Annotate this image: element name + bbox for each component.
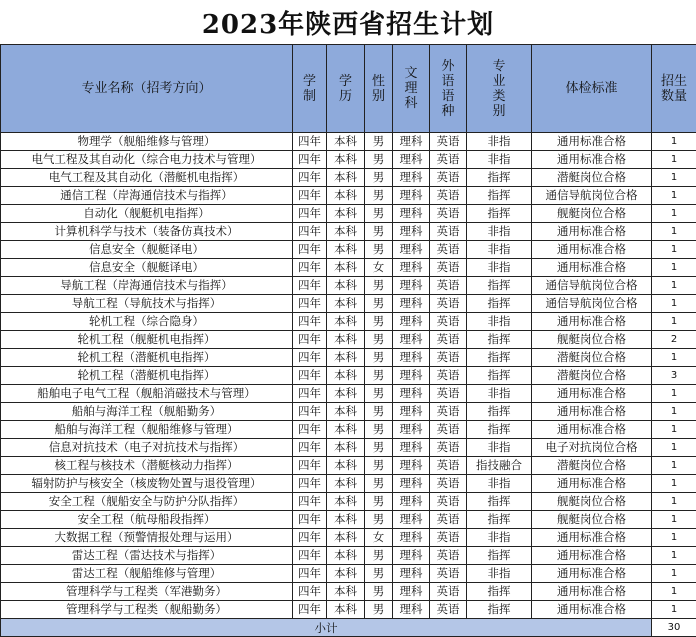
category-cell: 指挥 <box>467 205 532 223</box>
header-physical-standard: 体检标准 <box>532 45 652 133</box>
header-degree: 学历 <box>327 45 365 133</box>
quota-cell: 1 <box>652 385 696 403</box>
quota-cell: 1 <box>652 349 696 367</box>
quota-cell: 1 <box>652 565 696 583</box>
language-cell: 英语 <box>430 583 467 601</box>
science-arts-cell: 理科 <box>393 385 430 403</box>
science-arts-cell: 理科 <box>393 547 430 565</box>
subtotal-value: 30 <box>652 619 696 637</box>
gender-cell: 男 <box>365 403 393 421</box>
gender-cell: 男 <box>365 331 393 349</box>
quota-cell: 1 <box>652 403 696 421</box>
major-cell: 导航工程（岸海通信技术与指挥） <box>1 277 293 295</box>
category-cell: 指挥 <box>467 583 532 601</box>
major-cell: 船舶与海洋工程（舰船勤务） <box>1 403 293 421</box>
quota-cell: 1 <box>652 277 696 295</box>
language-cell: 英语 <box>430 511 467 529</box>
physical-standard-cell: 通用标准合格 <box>532 241 652 259</box>
physical-standard-cell: 通用标准合格 <box>532 313 652 331</box>
duration-cell: 四年 <box>293 151 327 169</box>
duration-cell: 四年 <box>293 205 327 223</box>
table-row <box>1 403 696 421</box>
major-cell: 物理学（舰船维修与管理） <box>1 133 293 151</box>
gender-cell: 男 <box>365 349 393 367</box>
language-cell: 英语 <box>430 187 467 205</box>
physical-standard-cell: 通用标准合格 <box>532 547 652 565</box>
major-cell: 通信工程（岸海通信技术与指挥） <box>1 187 293 205</box>
table-row <box>1 223 696 241</box>
language-cell: 英语 <box>430 133 467 151</box>
physical-standard-cell: 通信导航岗位合格 <box>532 277 652 295</box>
language-cell: 英语 <box>430 565 467 583</box>
table-row <box>1 295 696 313</box>
physical-standard-cell: 舰艇岗位合格 <box>532 493 652 511</box>
gender-cell: 男 <box>365 601 393 619</box>
major-cell: 船舶电子电气工程（舰船消磁技术与管理） <box>1 385 293 403</box>
language-cell: 英语 <box>430 601 467 619</box>
table-row <box>1 169 696 187</box>
degree-cell: 本科 <box>327 511 365 529</box>
duration-cell: 四年 <box>293 547 327 565</box>
category-cell: 非指 <box>467 313 532 331</box>
degree-cell: 本科 <box>327 331 365 349</box>
science-arts-cell: 理科 <box>393 439 430 457</box>
duration-cell: 四年 <box>293 493 327 511</box>
science-arts-cell: 理科 <box>393 295 430 313</box>
physical-standard-cell: 通用标准合格 <box>532 475 652 493</box>
quota-cell: 1 <box>652 169 696 187</box>
duration-cell: 四年 <box>293 403 327 421</box>
science-arts-cell: 理科 <box>393 601 430 619</box>
gender-cell: 男 <box>365 475 393 493</box>
physical-standard-cell: 通用标准合格 <box>532 565 652 583</box>
table-row <box>1 601 696 619</box>
degree-cell: 本科 <box>327 169 365 187</box>
degree-cell: 本科 <box>327 313 365 331</box>
quota-cell: 1 <box>652 187 696 205</box>
gender-cell: 男 <box>365 241 393 259</box>
header-major: 专业名称（招考方向） <box>1 45 293 133</box>
science-arts-cell: 理科 <box>393 511 430 529</box>
degree-cell: 本科 <box>327 295 365 313</box>
major-cell: 安全工程（航母船段指挥） <box>1 511 293 529</box>
physical-standard-cell: 通信导航岗位合格 <box>532 295 652 313</box>
gender-cell: 男 <box>365 439 393 457</box>
science-arts-cell: 理科 <box>393 331 430 349</box>
major-cell: 电气工程及其自动化（潜艇机电指挥） <box>1 169 293 187</box>
degree-cell: 本科 <box>327 475 365 493</box>
quota-cell: 1 <box>652 511 696 529</box>
major-cell: 信息对抗技术（电子对抗技术与指挥） <box>1 439 293 457</box>
gender-cell: 女 <box>365 259 393 277</box>
major-cell: 信息安全（舰艇译电） <box>1 259 293 277</box>
table-row <box>1 187 696 205</box>
quota-cell: 1 <box>652 493 696 511</box>
category-cell: 指挥 <box>467 295 532 313</box>
physical-standard-cell: 通用标准合格 <box>532 403 652 421</box>
duration-cell: 四年 <box>293 223 327 241</box>
quota-cell: 1 <box>652 529 696 547</box>
category-cell: 指挥 <box>467 169 532 187</box>
physical-standard-cell: 通用标准合格 <box>532 133 652 151</box>
category-cell: 指挥 <box>467 421 532 439</box>
science-arts-cell: 理科 <box>393 565 430 583</box>
science-arts-cell: 理科 <box>393 277 430 295</box>
header-duration: 学制 <box>293 45 327 133</box>
duration-cell: 四年 <box>293 187 327 205</box>
category-cell: 非指 <box>467 133 532 151</box>
table-row <box>1 547 696 565</box>
header-language: 外语语种 <box>430 45 467 133</box>
category-cell: 指挥 <box>467 277 532 295</box>
quota-cell: 1 <box>652 259 696 277</box>
table-row <box>1 151 696 169</box>
major-cell: 轮机工程（舰艇机电指挥） <box>1 331 293 349</box>
duration-cell: 四年 <box>293 133 327 151</box>
physical-standard-cell: 通用标准合格 <box>532 601 652 619</box>
table-row <box>1 205 696 223</box>
category-cell: 非指 <box>467 223 532 241</box>
gender-cell: 男 <box>365 511 393 529</box>
category-cell: 指挥 <box>467 403 532 421</box>
quota-cell: 2 <box>652 331 696 349</box>
table-row <box>1 475 696 493</box>
category-cell: 指挥 <box>467 349 532 367</box>
quota-cell: 1 <box>652 223 696 241</box>
quota-cell: 1 <box>652 421 696 439</box>
language-cell: 英语 <box>430 385 467 403</box>
major-cell: 管理科学与工程类（军港勤务） <box>1 583 293 601</box>
quota-cell: 1 <box>652 133 696 151</box>
category-cell: 指挥 <box>467 511 532 529</box>
duration-cell: 四年 <box>293 313 327 331</box>
category-cell: 非指 <box>467 565 532 583</box>
major-cell: 大数据工程（预警情报处理与运用） <box>1 529 293 547</box>
language-cell: 英语 <box>430 205 467 223</box>
quota-cell: 1 <box>652 457 696 475</box>
gender-cell: 男 <box>365 295 393 313</box>
duration-cell: 四年 <box>293 439 327 457</box>
table-row <box>1 349 696 367</box>
degree-cell: 本科 <box>327 151 365 169</box>
table-row <box>1 457 696 475</box>
language-cell: 英语 <box>430 349 467 367</box>
gender-cell: 男 <box>365 367 393 385</box>
category-cell: 指挥 <box>467 187 532 205</box>
major-cell: 安全工程（舰船安全与防护分队指挥） <box>1 493 293 511</box>
header-row <box>1 45 696 133</box>
duration-cell: 四年 <box>293 565 327 583</box>
physical-standard-cell: 通用标准合格 <box>532 421 652 439</box>
physical-standard-cell: 潜艇岗位合格 <box>532 367 652 385</box>
table-row <box>1 385 696 403</box>
gender-cell: 男 <box>365 547 393 565</box>
physical-standard-cell: 电子对抗岗位合格 <box>532 439 652 457</box>
duration-cell: 四年 <box>293 601 327 619</box>
science-arts-cell: 理科 <box>393 367 430 385</box>
duration-cell: 四年 <box>293 277 327 295</box>
degree-cell: 本科 <box>327 367 365 385</box>
language-cell: 英语 <box>430 367 467 385</box>
duration-cell: 四年 <box>293 331 327 349</box>
degree-cell: 本科 <box>327 385 365 403</box>
category-cell: 非指 <box>467 475 532 493</box>
language-cell: 英语 <box>430 295 467 313</box>
degree-cell: 本科 <box>327 601 365 619</box>
table-row <box>1 241 696 259</box>
degree-cell: 本科 <box>327 241 365 259</box>
language-cell: 英语 <box>430 331 467 349</box>
degree-cell: 本科 <box>327 187 365 205</box>
degree-cell: 本科 <box>327 349 365 367</box>
major-cell: 计算机科学与技术（装备仿真技术） <box>1 223 293 241</box>
physical-standard-cell: 通用标准合格 <box>532 583 652 601</box>
science-arts-cell: 理科 <box>393 313 430 331</box>
science-arts-cell: 理科 <box>393 583 430 601</box>
quota-cell: 1 <box>652 241 696 259</box>
category-cell: 非指 <box>467 385 532 403</box>
gender-cell: 男 <box>365 313 393 331</box>
table-row <box>1 277 696 295</box>
category-cell: 指挥 <box>467 331 532 349</box>
degree-cell: 本科 <box>327 277 365 295</box>
degree-cell: 本科 <box>327 223 365 241</box>
degree-cell: 本科 <box>327 439 365 457</box>
gender-cell: 男 <box>365 583 393 601</box>
language-cell: 英语 <box>430 259 467 277</box>
language-cell: 英语 <box>430 169 467 187</box>
physical-standard-cell: 通用标准合格 <box>532 385 652 403</box>
quota-cell: 1 <box>652 583 696 601</box>
duration-cell: 四年 <box>293 421 327 439</box>
degree-cell: 本科 <box>327 259 365 277</box>
major-cell: 船舶与海洋工程（舰船维修与管理） <box>1 421 293 439</box>
duration-cell: 四年 <box>293 511 327 529</box>
gender-cell: 男 <box>365 133 393 151</box>
table-row <box>1 421 696 439</box>
category-cell: 非指 <box>467 151 532 169</box>
category-cell: 指技融合 <box>467 457 532 475</box>
gender-cell: 男 <box>365 169 393 187</box>
physical-standard-cell: 潜艇岗位合格 <box>532 457 652 475</box>
duration-cell: 四年 <box>293 367 327 385</box>
table-row <box>1 259 696 277</box>
category-cell: 指挥 <box>467 493 532 511</box>
quota-cell: 1 <box>652 205 696 223</box>
quota-cell: 1 <box>652 313 696 331</box>
degree-cell: 本科 <box>327 583 365 601</box>
science-arts-cell: 理科 <box>393 421 430 439</box>
header-science-arts: 文理科 <box>393 45 430 133</box>
major-cell: 雷达工程（雷达技术与指挥） <box>1 547 293 565</box>
language-cell: 英语 <box>430 313 467 331</box>
physical-standard-cell: 通用标准合格 <box>532 259 652 277</box>
duration-cell: 四年 <box>293 529 327 547</box>
degree-cell: 本科 <box>327 133 365 151</box>
table-row <box>1 493 696 511</box>
table-row <box>1 367 696 385</box>
duration-cell: 四年 <box>293 295 327 313</box>
degree-cell: 本科 <box>327 493 365 511</box>
degree-cell: 本科 <box>327 529 365 547</box>
duration-cell: 四年 <box>293 241 327 259</box>
duration-cell: 四年 <box>293 259 327 277</box>
science-arts-cell: 理科 <box>393 529 430 547</box>
science-arts-cell: 理科 <box>393 169 430 187</box>
science-arts-cell: 理科 <box>393 493 430 511</box>
language-cell: 英语 <box>430 457 467 475</box>
table-row <box>1 331 696 349</box>
subtotal-row <box>1 619 696 637</box>
table-row <box>1 511 696 529</box>
physical-standard-cell: 潜艇岗位合格 <box>532 169 652 187</box>
major-cell: 信息安全（舰艇译电） <box>1 241 293 259</box>
gender-cell: 女 <box>365 529 393 547</box>
science-arts-cell: 理科 <box>393 241 430 259</box>
category-cell: 非指 <box>467 439 532 457</box>
physical-standard-cell: 舰艇岗位合格 <box>532 205 652 223</box>
science-arts-cell: 理科 <box>393 403 430 421</box>
science-arts-cell: 理科 <box>393 205 430 223</box>
degree-cell: 本科 <box>327 547 365 565</box>
gender-cell: 男 <box>365 205 393 223</box>
physical-standard-cell: 通用标准合格 <box>532 223 652 241</box>
subtotal-label: 小计 <box>1 619 652 637</box>
quota-cell: 1 <box>652 475 696 493</box>
physical-standard-cell: 舰艇岗位合格 <box>532 331 652 349</box>
duration-cell: 四年 <box>293 583 327 601</box>
physical-standard-cell: 潜艇岗位合格 <box>532 349 652 367</box>
title-bar <box>0 0 696 44</box>
duration-cell: 四年 <box>293 349 327 367</box>
header-quota: 招生数量 <box>652 45 696 133</box>
category-cell: 指挥 <box>467 601 532 619</box>
gender-cell: 男 <box>365 277 393 295</box>
science-arts-cell: 理科 <box>393 151 430 169</box>
language-cell: 英语 <box>430 151 467 169</box>
quota-cell: 3 <box>652 367 696 385</box>
major-cell: 轮机工程（潜艇机电指挥） <box>1 349 293 367</box>
physical-standard-cell: 通用标准合格 <box>532 151 652 169</box>
physical-standard-cell: 通信导航岗位合格 <box>532 187 652 205</box>
quota-cell: 1 <box>652 295 696 313</box>
degree-cell: 本科 <box>327 421 365 439</box>
duration-cell: 四年 <box>293 169 327 187</box>
physical-standard-cell: 通用标准合格 <box>532 529 652 547</box>
language-cell: 英语 <box>430 547 467 565</box>
science-arts-cell: 理科 <box>393 223 430 241</box>
quota-cell: 1 <box>652 601 696 619</box>
science-arts-cell: 理科 <box>393 133 430 151</box>
gender-cell: 男 <box>365 151 393 169</box>
gender-cell: 男 <box>365 223 393 241</box>
gender-cell: 男 <box>365 493 393 511</box>
gender-cell: 男 <box>365 385 393 403</box>
science-arts-cell: 理科 <box>393 259 430 277</box>
duration-cell: 四年 <box>293 457 327 475</box>
table-row <box>1 133 696 151</box>
table-row <box>1 583 696 601</box>
major-cell: 导航工程（导航技术与指挥） <box>1 295 293 313</box>
table-row <box>1 439 696 457</box>
table-body <box>1 133 696 619</box>
category-cell: 非指 <box>467 241 532 259</box>
language-cell: 英语 <box>430 241 467 259</box>
major-cell: 核工程与核技术（潜艇核动力指挥） <box>1 457 293 475</box>
language-cell: 英语 <box>430 277 467 295</box>
science-arts-cell: 理科 <box>393 475 430 493</box>
gender-cell: 男 <box>365 187 393 205</box>
language-cell: 英语 <box>430 421 467 439</box>
major-cell: 电气工程及其自动化（综合电力技术与管理） <box>1 151 293 169</box>
duration-cell: 四年 <box>293 385 327 403</box>
category-cell: 非指 <box>467 259 532 277</box>
category-cell: 非指 <box>467 529 532 547</box>
major-cell: 管理科学与工程类（舰船勤务） <box>1 601 293 619</box>
quota-cell: 1 <box>652 547 696 565</box>
table-row <box>1 529 696 547</box>
header-category: 专业类别 <box>467 45 532 133</box>
quota-cell: 1 <box>652 439 696 457</box>
major-cell: 雷达工程（舰船维修与管理） <box>1 565 293 583</box>
gender-cell: 男 <box>365 457 393 475</box>
header-gender: 性别 <box>365 45 393 133</box>
language-cell: 英语 <box>430 223 467 241</box>
gender-cell: 男 <box>365 421 393 439</box>
major-cell: 辐射防护与核安全（核废物处置与退役管理） <box>1 475 293 493</box>
degree-cell: 本科 <box>327 403 365 421</box>
degree-cell: 本科 <box>327 205 365 223</box>
science-arts-cell: 理科 <box>393 457 430 475</box>
degree-cell: 本科 <box>327 565 365 583</box>
language-cell: 英语 <box>430 475 467 493</box>
language-cell: 英语 <box>430 439 467 457</box>
quota-cell: 1 <box>652 151 696 169</box>
table-row <box>1 565 696 583</box>
major-cell: 轮机工程（潜艇机电指挥） <box>1 367 293 385</box>
category-cell: 指挥 <box>467 547 532 565</box>
duration-cell: 四年 <box>293 475 327 493</box>
language-cell: 英语 <box>430 403 467 421</box>
language-cell: 英语 <box>430 493 467 511</box>
category-cell: 指挥 <box>467 367 532 385</box>
language-cell: 英语 <box>430 529 467 547</box>
science-arts-cell: 理科 <box>393 187 430 205</box>
physical-standard-cell: 舰艇岗位合格 <box>532 511 652 529</box>
page-title: 2023年陕西省招生计划 <box>202 4 494 41</box>
major-cell: 自动化（舰艇机电指挥） <box>1 205 293 223</box>
degree-cell: 本科 <box>327 457 365 475</box>
enrollment-plan-table <box>0 44 696 637</box>
major-cell: 轮机工程（综合隐身） <box>1 313 293 331</box>
gender-cell: 男 <box>365 565 393 583</box>
table-row <box>1 313 696 331</box>
science-arts-cell: 理科 <box>393 349 430 367</box>
